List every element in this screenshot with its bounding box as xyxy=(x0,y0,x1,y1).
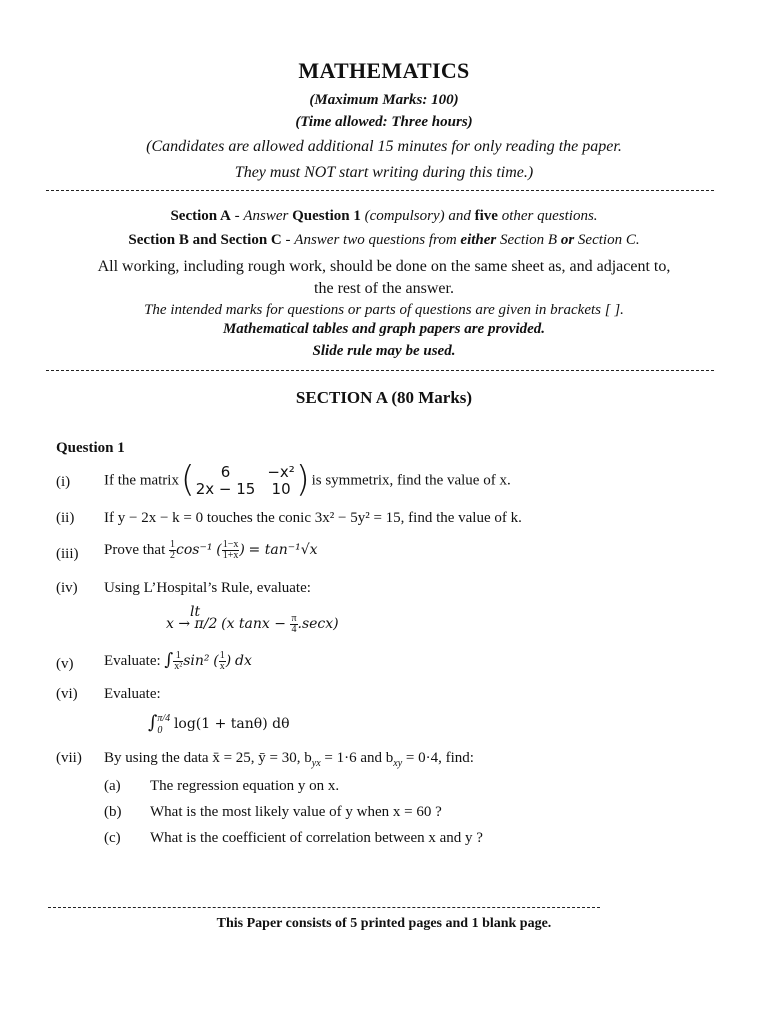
page-footer: This Paper consists of 5 printed pages and 1 blank page. xyxy=(216,916,552,931)
reading-note-2: They must NOT start writing during this time.) xyxy=(234,164,534,181)
integral-lower-limit: 0 xyxy=(157,724,163,736)
fraction-numerator: 1 xyxy=(170,539,175,550)
section-a-instruction xyxy=(0,208,768,225)
integral-sign: ∫ xyxy=(148,712,158,733)
section-bc-c: Section C. xyxy=(574,232,640,248)
part-vii-lead: By using the data x̄ = 25, ȳ = 30, b xyxy=(104,750,312,766)
matrix-cell: 10 xyxy=(271,480,291,498)
part-v-lead: Evaluate: xyxy=(104,653,161,669)
part-i-lead: If the matrix xyxy=(104,472,179,489)
section-a-compulsory: (compulsory) xyxy=(360,208,449,224)
subpart-a-number: (a) xyxy=(104,778,121,794)
section-a-five: five xyxy=(474,208,498,224)
matrix-cell: 6 xyxy=(220,463,231,481)
part-v-text: Evaluate: ∫ $\frac{1}{\text{x²}}$ sin² ( $\frac{1}{x}$ ) dx xyxy=(104,650,252,673)
limit-bottom: x → π/2 xyxy=(166,615,218,632)
subpart-c-text: What is the coefficient of correlation between x and y ? xyxy=(150,830,483,846)
part-ii-number: (ii) xyxy=(56,510,75,526)
section-bc-label: Section B and Section C xyxy=(128,232,282,248)
limit-expr-a: (x tanx − xyxy=(221,615,291,632)
bxy-subscript: xy xyxy=(393,758,403,769)
section-a-answer: Answer xyxy=(243,208,293,224)
subpart-b-number: (b) xyxy=(104,804,122,820)
limit-expr-b: .secx) xyxy=(297,615,339,632)
part-ii-text: If y − 2x − k = 0 touches the conic 3x² − 5y² = 15, find the value of k. xyxy=(104,510,522,526)
definite-integral xyxy=(148,712,290,737)
fraction-denominator: x² xyxy=(174,661,183,673)
sin-squared: sin² xyxy=(183,653,210,669)
part-vii-number: (vii) xyxy=(56,750,82,766)
limit-expression xyxy=(166,614,339,635)
part-vi-number: (vi) xyxy=(56,686,78,702)
part-vii-text xyxy=(104,750,474,769)
subpart-b-text: What is the most likely value of y when x = 60 ? xyxy=(150,804,442,820)
subpart-a-text: The regression equation y on x. xyxy=(150,778,340,794)
part-iii-lead: Prove that xyxy=(104,541,166,558)
fraction-denominator: 2 xyxy=(170,550,175,561)
fraction-1-x xyxy=(219,651,226,672)
integral-upper-limit: π/4 xyxy=(157,712,171,724)
fraction-numerator: 1 xyxy=(173,651,183,662)
slide-rule-note: Slide rule may be used. xyxy=(312,343,456,359)
fraction-1-x2 xyxy=(173,651,183,672)
part-vii-mid: = 1·6 and b xyxy=(320,750,394,766)
part-i-number: (i) xyxy=(56,474,71,490)
working-line-2: the rest of the answer. xyxy=(314,280,454,297)
section-bc-dash: - xyxy=(281,232,295,248)
section-a-label: Section A xyxy=(170,208,231,224)
byx-subscript: yx xyxy=(311,758,321,769)
section-a-dash: - xyxy=(230,208,244,224)
part-iii-text: Prove that $\frac{1}{2}$ cos⁻¹ ( $\frac{1-x}{1+x}$ ) = tan⁻¹√x xyxy=(104,539,318,561)
time-allowed: (Time allowed: Three hours) xyxy=(295,114,473,130)
fraction-numerator: 1−x xyxy=(222,539,239,550)
fraction-denominator: 1+x xyxy=(222,550,239,561)
max-marks: (Maximum Marks: 100) xyxy=(309,92,459,108)
section-heading: SECTION A (80 Marks) xyxy=(295,388,473,407)
part-iv-text: Using L’Hospital’s Rule, evaluate: xyxy=(104,580,311,596)
fraction-denominator: 4 xyxy=(291,624,297,635)
matrix-cell: 2x − 15 xyxy=(195,480,256,498)
fraction-numerator: 1 xyxy=(219,650,225,662)
integral-sign: ∫ xyxy=(164,650,174,670)
limit-top: lt xyxy=(190,604,201,620)
part-iii-number: (iii) xyxy=(56,546,79,562)
fraction-half xyxy=(169,540,176,561)
section-bc-or: or xyxy=(560,232,575,248)
section-a-and: and xyxy=(448,208,475,224)
matrix-left-paren: ( xyxy=(180,459,195,500)
divider-middle xyxy=(46,370,714,371)
page-title: MATHEMATICS xyxy=(298,58,470,83)
dx: dx xyxy=(234,653,252,669)
rhs-expression: = tan⁻¹√x xyxy=(248,541,318,558)
part-iv-number: (iv) xyxy=(56,580,78,596)
tables-note: Mathematical tables and graph papers are provided. xyxy=(222,321,546,337)
section-bc-answer: Answer two questions from xyxy=(294,232,461,248)
working-line-1: All working, including rough work, should be done on the same sheet as, and adjacent to, xyxy=(97,258,671,275)
divider-bottom xyxy=(48,907,600,908)
part-i-text xyxy=(104,459,511,500)
matrix-cell: −x² xyxy=(267,463,295,481)
reading-note-1: (Candidates are allowed additional 15 minutes for only reading the paper. xyxy=(146,138,622,155)
part-v-number: (v) xyxy=(56,656,74,672)
subpart-c-number: (c) xyxy=(104,830,121,846)
fraction-denominator: x xyxy=(219,661,225,673)
fraction-numerator: π xyxy=(291,613,297,624)
matrix-right-paren: ) xyxy=(295,459,310,500)
section-bc-either: either xyxy=(460,232,497,248)
section-bc-b: Section B xyxy=(496,232,561,248)
marks-note: The intended marks for questions or parts of questions are given in brackets [ ]. xyxy=(144,302,624,318)
section-a-other: other questions. xyxy=(497,208,598,224)
divider-top xyxy=(46,190,714,191)
integrand: log(1 + tanθ) dθ xyxy=(173,716,290,732)
fraction-arg xyxy=(222,540,240,561)
section-a-q1: Question 1 xyxy=(292,208,361,224)
fraction-pi-4 xyxy=(290,614,297,635)
part-vi-text: Evaluate: xyxy=(104,686,161,702)
question-heading: Question 1 xyxy=(56,440,125,456)
part-i-tail: is symmetrix, find the value of x. xyxy=(311,472,511,489)
section-bc-instruction xyxy=(0,232,768,249)
part-vii-end: = 0·4, find: xyxy=(402,750,474,766)
matrix xyxy=(180,459,310,500)
cos-inverse: cos⁻¹ xyxy=(176,541,213,558)
